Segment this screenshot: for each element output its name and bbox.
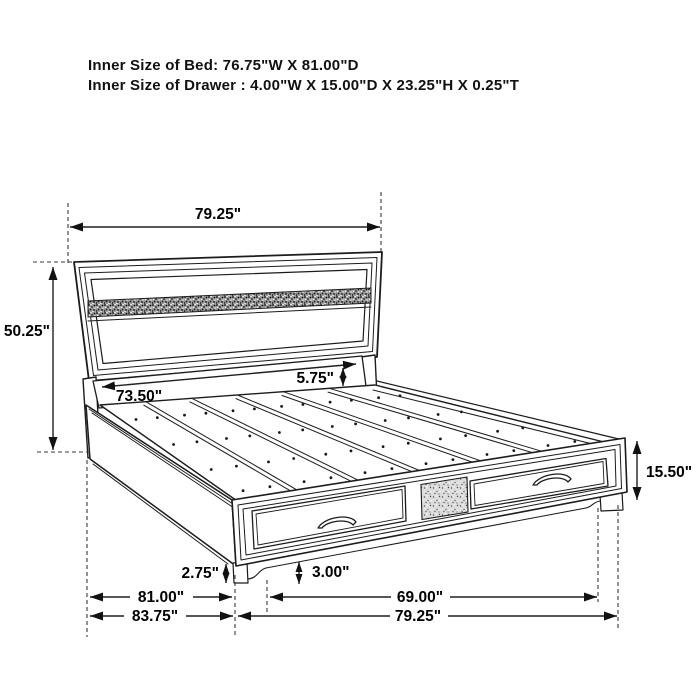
note-inner-size-drawer: Inner Size of Drawer : 4.00"W X 15.00"D X 23.25"H X 0.25"T <box>88 76 520 94</box>
dim-footboard-height <box>637 441 692 500</box>
dim-foot-height-label: 2.75" <box>181 565 219 582</box>
note-inner-size-bed: Inner Size of Bed: 76.75"W X 81.00"D <box>88 57 359 74</box>
dim-foot-height <box>181 564 226 583</box>
dim-bracket-height-label: 3.00" <box>312 564 350 581</box>
dim-drawer-section-width-label: 69.00" <box>396 589 444 606</box>
dim-headboard-height-label: 50.25" <box>3 323 50 340</box>
dim-depth-inner <box>90 589 232 606</box>
dim-headboard-width <box>68 192 381 263</box>
dim-depth-overall <box>90 608 233 625</box>
dim-depth-inner-label: 81.00" <box>137 589 185 606</box>
dim-inner-rail-width-label: 73.50" <box>115 388 163 405</box>
dim-bracket-height <box>299 562 350 584</box>
dim-depth-overall-label: 83.75" <box>131 608 179 625</box>
dim-width-overall <box>238 608 617 625</box>
dim-drawer-section-width <box>270 589 597 606</box>
dim-width-overall-label: 79.25" <box>394 608 442 625</box>
dim-footboard-height-label: 15.50" <box>646 464 693 481</box>
dim-rail-thickness-label: 5.75" <box>296 370 334 387</box>
dim-headboard-width-label: 79.25" <box>194 206 242 223</box>
footboard-glitter-panel <box>421 477 468 520</box>
